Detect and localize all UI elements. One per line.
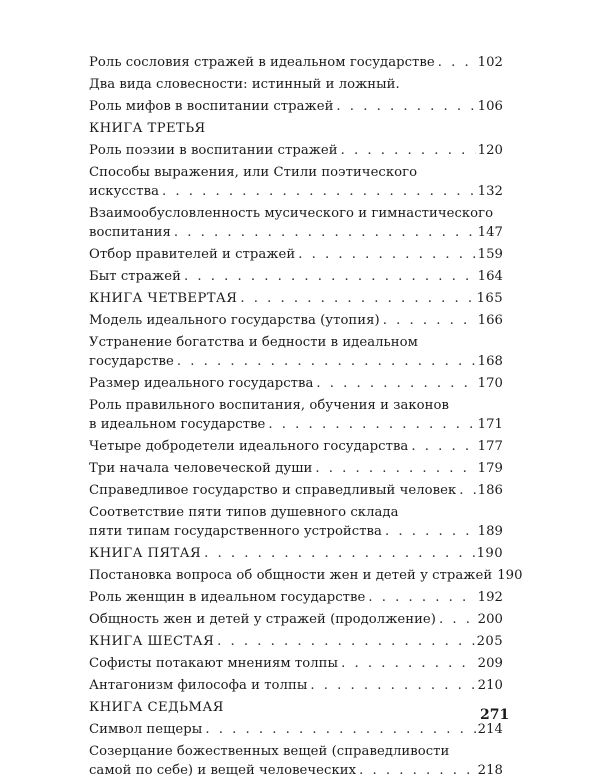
toc-page-number: 106 — [477, 99, 503, 114]
toc-entry — [89, 459, 503, 478]
dot-leader — [184, 267, 476, 286]
toc-entry — [89, 163, 503, 201]
toc-entry-title: Три начала человеческой души — [89, 461, 313, 476]
toc-entry-title: Роль поэзии в воспитании стражей — [89, 143, 338, 158]
toc-entry — [89, 311, 503, 330]
toc-page-number: 210 — [477, 678, 503, 693]
toc-entry — [89, 141, 503, 160]
toc-entry — [89, 75, 503, 94]
dot-leader — [341, 141, 476, 160]
dot-leader — [368, 588, 475, 607]
toc-entry-title: Модель идеального государства (утопия) — [89, 313, 380, 328]
toc-entry-title: Постановка вопроса об общности жен и детей у стражей — [89, 568, 493, 583]
toc-entry-title: искусства — [89, 184, 159, 199]
dot-leader — [204, 544, 475, 563]
dot-leader — [315, 459, 475, 478]
toc-page-number: 164 — [477, 269, 503, 284]
toc-page-number: 171 — [477, 417, 503, 432]
toc-book-heading — [89, 544, 503, 563]
toc-book-heading — [89, 632, 503, 651]
toc-book-heading — [89, 289, 503, 308]
toc-entry — [89, 742, 503, 780]
toc-entry — [89, 245, 503, 264]
book-title: КНИГА ЧЕТВЕРТАЯ — [89, 291, 238, 306]
book-title: КНИГА ТРЕТЬЯ — [89, 121, 206, 136]
toc-entry-title: пяти типам государственного устройства — [89, 524, 382, 539]
toc-entry-line: Взаимообусловленность мусического и гимнастического — [89, 206, 494, 221]
toc-page-number: 159 — [477, 247, 503, 262]
dot-leader — [316, 374, 475, 393]
toc-entry — [89, 204, 503, 242]
toc-entry-title: воспитания — [89, 225, 171, 240]
toc-page-number: 166 — [477, 313, 503, 328]
dot-leader — [336, 97, 475, 116]
toc-entry-title: самой по себе) и вещей человеческих — [89, 763, 357, 778]
toc-entry-line: Соответствие пяти типов душевного склада — [89, 505, 399, 520]
dot-leader — [411, 437, 475, 456]
toc-page-number: 186 — [477, 483, 503, 498]
toc-entry — [89, 97, 503, 116]
toc-page-number: 192 — [477, 590, 503, 605]
dot-leader — [310, 676, 475, 695]
toc-entry — [89, 437, 503, 456]
dot-leader — [162, 182, 476, 201]
dot-leader — [438, 53, 476, 72]
book-title: КНИГА ПЯТАЯ — [89, 546, 202, 561]
toc-entry — [89, 720, 503, 739]
toc-page-number: 190 — [497, 568, 523, 583]
toc-entry-title: Четыре добродетели идеального государства — [89, 439, 409, 454]
dot-leader — [205, 720, 475, 739]
toc-page-number: 214 — [477, 722, 503, 737]
toc-entry — [89, 396, 503, 434]
toc-entry-title: Отбор правителей и стражей — [89, 247, 296, 262]
toc-page-number: 132 — [477, 184, 503, 199]
toc-page-number: 102 — [477, 55, 503, 70]
toc-book-heading — [89, 119, 503, 138]
toc-entry-line: Способы выражения, или Стили поэтического — [89, 165, 418, 180]
toc-entry-title: Размер идеального государства — [89, 376, 314, 391]
dot-leader — [217, 632, 475, 651]
toc-entry-title: Роль женщин в идеальном государстве — [89, 590, 366, 605]
book-title: КНИГА ШЕСТАЯ — [89, 634, 215, 649]
toc-page-number: 147 — [477, 225, 503, 240]
toc-entry-title: Роль сословия стражей в идеальном государстве — [89, 55, 435, 70]
toc-page-number: 168 — [477, 354, 503, 369]
toc-entry-title: Роль мифов в воспитании стражей — [89, 99, 334, 114]
toc-entry-title: Символ пещеры — [89, 722, 203, 737]
toc-entry-title: Два вида словесности: истинный и ложный. — [89, 77, 400, 92]
toc-entry-title: в идеальном государстве — [89, 417, 266, 432]
book-title: КНИГА СЕДЬМАЯ — [89, 700, 224, 715]
toc-entry-title: Справедливое государство и справедливый человек — [89, 483, 457, 498]
dot-leader — [341, 654, 476, 673]
toc-entry — [89, 654, 503, 673]
page-number: 271 — [480, 707, 510, 723]
toc-page-number: 190 — [476, 546, 503, 561]
dot-leader — [240, 289, 474, 308]
dot-leader — [459, 481, 475, 500]
toc-page-number: 120 — [477, 143, 503, 158]
toc-page-number: 165 — [476, 291, 503, 306]
toc-entry — [89, 588, 503, 607]
dot-leader — [174, 223, 476, 242]
toc-entry — [89, 610, 503, 629]
toc-entry — [89, 333, 503, 371]
dot-leader — [177, 352, 476, 371]
dot-leader — [385, 522, 476, 541]
toc-entry — [89, 53, 503, 72]
toc-entry-line: Устранение богатства и бедности в идеальном — [89, 335, 418, 350]
table-of-contents — [89, 53, 523, 780]
toc-entry-title: Антагонизм философа и толпы — [89, 678, 308, 693]
dot-leader — [268, 415, 475, 434]
toc-entry — [89, 503, 503, 541]
toc-page-number: 189 — [477, 524, 503, 539]
dot-leader — [383, 311, 476, 330]
toc-page-number: 177 — [477, 439, 503, 454]
toc-page-number: 179 — [477, 461, 503, 476]
toc-page-number: 170 — [477, 376, 503, 391]
toc-entry — [89, 481, 503, 500]
toc-page-number: 218 — [477, 763, 503, 778]
toc-page-number: 205 — [476, 634, 503, 649]
dot-leader — [439, 610, 476, 629]
toc-entry-line: Роль правильного воспитания, обучения и законов — [89, 398, 449, 413]
toc-entry — [89, 374, 503, 393]
toc-entry-line: Созерцание божественных вещей (справедливости — [89, 744, 450, 759]
toc-entry — [89, 566, 523, 585]
toc-entry-title: Софисты потакают мнениям толпы — [89, 656, 339, 671]
toc-entry-title: Быт стражей — [89, 269, 181, 284]
toc-entry-title: государстве — [89, 354, 174, 369]
dot-leader — [359, 761, 476, 780]
toc-entry-title: Общность жен и детей у стражей (продолжение) — [89, 612, 436, 627]
toc-entry — [89, 676, 503, 695]
toc-page-number: 209 — [477, 656, 503, 671]
dot-leader — [298, 245, 475, 264]
toc-entry — [89, 267, 503, 286]
toc-book-heading — [89, 698, 503, 717]
toc-page-number: 200 — [477, 612, 503, 627]
